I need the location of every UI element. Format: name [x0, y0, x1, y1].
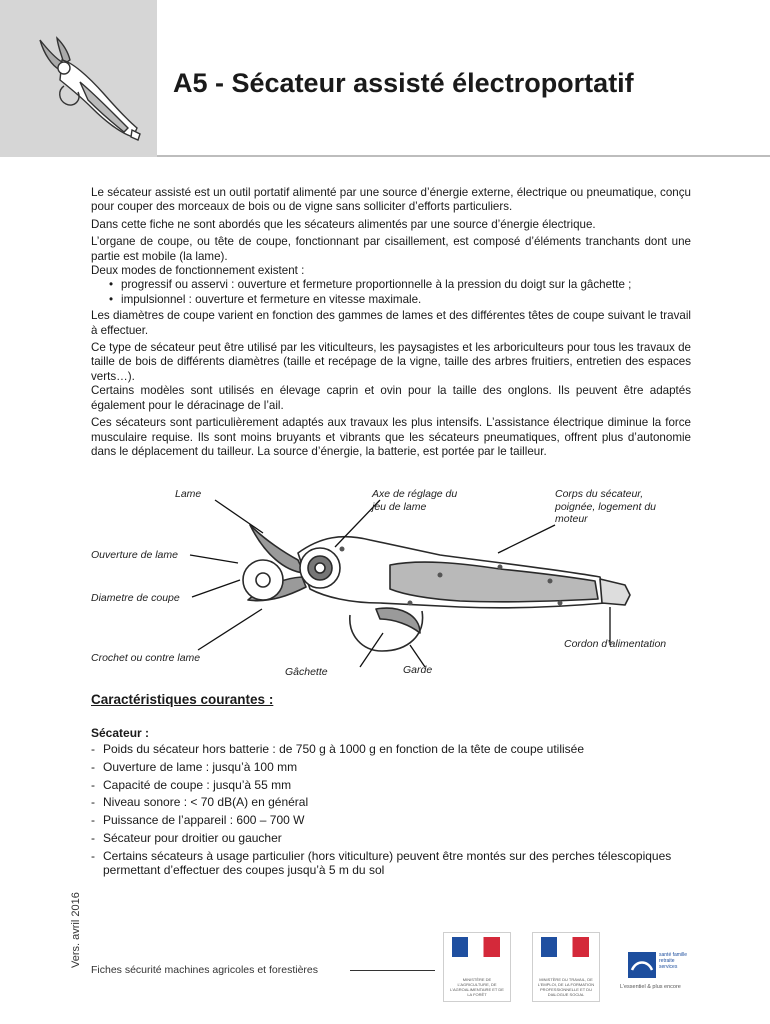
page-title: A5 - Sécateur assisté électroportatif	[173, 68, 634, 98]
footer-divider	[350, 970, 435, 971]
intro-paragraph: Ces sécateurs sont particulièrement adaptés aux travaux les plus intensifs. L’assistance électrique diminue la force musculaire requise. Ils sont moins bruyants et vibrants que les sécateurs pneumatiques, offrent plus d’autonomie dans le déplacement du tailleur. La source d’énergie, la batterie, est portée par le tailleur.	[91, 416, 691, 458]
label-lame: Lame	[175, 488, 202, 500]
marianne-flag-icon	[452, 937, 500, 957]
label-gachette: Gâchette	[285, 666, 328, 678]
label-ouverture: Ouverture de lame	[91, 549, 178, 561]
logo-caption: MINISTÈRE DU TRAVAIL, DE L’EMPLOI, DE LA FORMATION PROFESSIONNELLE ET DU DIALOGUE SOCIAL	[537, 977, 595, 997]
intro-paragraph: L’organe de coupe, ou tête de coupe, fonctionnant par cisaillement, est composé d’éléments tranchants dont une partie est mobile (la lame).	[91, 235, 691, 263]
intro-paragraph: Le sécateur assisté est un outil portatif alimenté par une source d’énergie externe, électrique ou pneumatique, conçu pour couper des morceaux de bois ou de vigne sans solliciter d’efforts particuliers.	[91, 186, 691, 214]
label-cordon: Cordon d’alimentation	[564, 638, 667, 650]
label-garde: Garde	[403, 664, 433, 676]
intro-paragraph: Certains modèles sont utilisés en élevage caprin et ovin pour la taille des onglons. Ils peuvent être adaptés également pour le déracinage de l’ail.	[91, 384, 691, 412]
trigger	[376, 608, 420, 633]
pruning-shears-icon	[0, 0, 157, 157]
logo-caption: MINISTÈRE DE L’AGRICULTURE, DE L’AGROALIMENTAIRE ET DE LA FORÊT	[450, 977, 504, 997]
msa-slogan: L’essentiel & plus encore	[620, 984, 681, 990]
msa-mark-icon	[628, 952, 656, 978]
tool-grip	[390, 562, 598, 602]
label-crochet: Crochet ou contre lame	[91, 652, 201, 664]
list-item: - Ouverture de lame : jusqu’à 100 mm	[91, 760, 691, 774]
msa-text: santé famille retraite services	[659, 952, 688, 970]
list-item: - Poids du sécateur hors batterie : de 750 g à 1000 g en fonction de la tête de coupe utilisée	[91, 742, 691, 756]
logo-ministere-agriculture	[443, 932, 511, 1002]
footer-series: Fiches sécurité machines agricoles et forestières	[91, 964, 319, 976]
characteristics-list	[91, 742, 691, 881]
secateur-diagram	[80, 485, 700, 685]
list-item: - Puissance de l’appareil : 600 – 700 W	[91, 813, 691, 827]
logo-ministere-travail	[532, 932, 600, 1002]
label-diametre: Diametre de coupe	[91, 592, 180, 604]
label-corps: Corps du sécateur, poignée, logement du moteur	[555, 488, 656, 525]
marianne-flag-icon	[541, 937, 589, 957]
list-item: - Certains sécateurs à usage particulier (hors viticulture) peuvent être montés sur des perches télescopiques permettant d’effectuer des coupes jusqu’à 5 m du sol	[91, 849, 691, 877]
list-item: - Capacité de coupe : jusqu’à 55 mm	[91, 778, 691, 792]
msa-logo-icon	[620, 952, 688, 994]
version-label: Vers. avril 2016	[70, 892, 82, 968]
list-item: - Sécateur pour droitier ou gaucher	[91, 831, 691, 845]
list-item: • impulsionnel : ouverture et fermeture en vitesse maximale.	[109, 293, 691, 307]
label-axe: Axe de réglage du jeu de lame	[372, 488, 458, 513]
title-rule	[157, 155, 770, 157]
intro-paragraph: Deux modes de fonctionnement existent :	[91, 264, 305, 278]
intro-paragraph: Les diamètres de coupe varient en fonction des gammes de lames et des différentes têtes de coupe suivant le travail à effectuer.	[91, 309, 691, 337]
modes-list	[91, 278, 691, 307]
intro-paragraph: Ce type de sécateur peut être utilisé par les viticulteurs, les paysagistes et les arboriculteurs pour tous les travaux de taille de bois de différents diamètres (taille et recépage de la vigne, taille des arbres fruitiers, entretien des espaces verts…).	[91, 341, 691, 383]
header-thumbnail	[0, 0, 157, 157]
list-item: • progressif ou asservi : ouverture et fermeture proportionnelle à la pression du doigt sur la gâchette ;	[109, 278, 691, 292]
characteristics-heading: Caractéristiques courantes :	[91, 692, 274, 707]
secateur-subheading: Sécateur :	[91, 726, 150, 740]
list-item: - Niveau sonore : < 70 dB(A) en général	[91, 795, 691, 809]
intro-paragraph: Dans cette fiche ne sont abordés que les sécateurs alimentés par une source d’énergie électrique.	[91, 217, 596, 231]
intro-text	[91, 186, 691, 462]
cord-plug	[600, 579, 630, 605]
